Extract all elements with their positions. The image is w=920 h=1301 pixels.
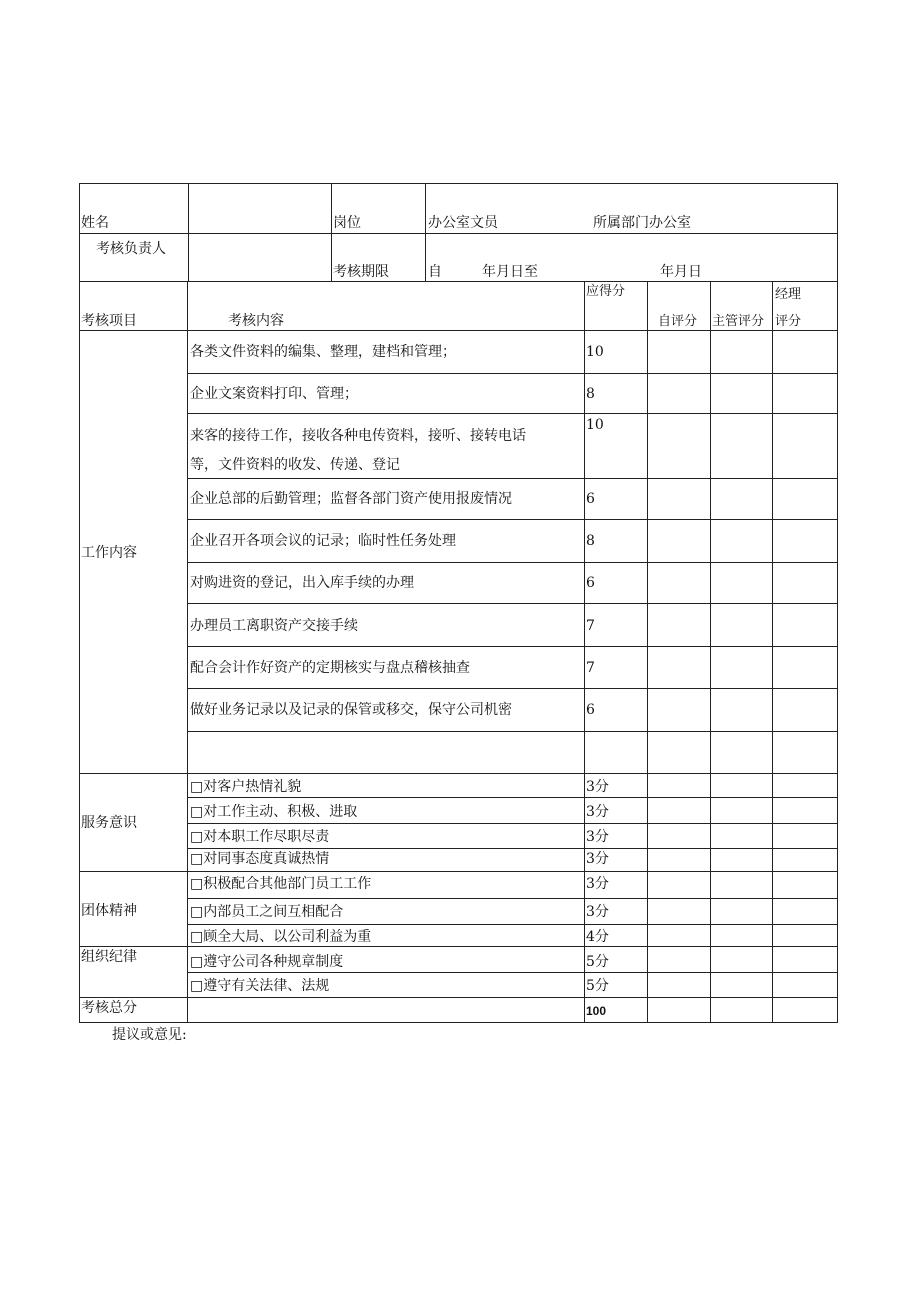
category-discipline: 组织纪律 [81, 949, 137, 965]
col-manager-header-line1: 经理 [775, 287, 802, 302]
work-row-8-score: 7 [586, 660, 595, 676]
work-row-9-score: 6 [586, 702, 595, 718]
col-manager-header-line2: 评分 [775, 314, 802, 329]
service-row-4-score: 3分 [586, 851, 609, 867]
service-row-2-score: 3分 [586, 804, 609, 820]
team-row-1-content: □积极配合其他部门员工工作 [190, 876, 372, 892]
col-score-header: 应得分 [586, 284, 626, 299]
department-text: 所属部门办公室 [593, 215, 691, 231]
team-row-1-score: 3分 [586, 876, 609, 892]
work-row-7-content: 办理员工离职资产交接手续 [190, 618, 358, 634]
total-label: 考核总分 [81, 1000, 137, 1016]
work-row-3-content: 来客的接待工作，接收各种电传资料，接听、接转电话 [190, 428, 526, 444]
service-row-1-content: □对客户热情礼貌 [190, 779, 302, 795]
work-row-1-content: 各类文件资料的编集、整理，建档和管理； [190, 344, 456, 360]
col-self-header: 自评分 [658, 314, 698, 329]
team-row-2-score: 3分 [586, 904, 609, 920]
position-label: 岗位 [333, 215, 361, 231]
team-row-3-score: 4分 [586, 929, 609, 945]
col-content-header: 考核内容 [228, 313, 284, 329]
work-row-2-content: 企业文案资料打印、管理； [190, 386, 358, 402]
work-row-3-content-line2: 等，文件资料的收发、传递、登记 [190, 457, 400, 473]
service-row-4-content: □对同事态度真诚热情 [190, 851, 330, 867]
total-score: 100 [586, 1004, 607, 1018]
work-row-9-content: 做好业务记录以及记录的保管或移交，保守公司机密 [190, 702, 512, 718]
discipline-row-2-score: 5分 [586, 978, 609, 994]
discipline-row-1-content: □遵守公司各种规章制度 [190, 954, 344, 970]
team-row-3-content: □顾全大局、以公司利益为重 [190, 929, 372, 945]
service-row-1-score: 3分 [586, 779, 609, 795]
discipline-row-2-content: □遵守有关法律、法规 [190, 978, 330, 994]
work-row-4-content: 企业总部的后勤管理；监督各部门资产使用报废情况 [190, 491, 512, 507]
position-value: 办公室文员 [428, 215, 498, 231]
team-row-2-content: □内部员工之间互相配合 [190, 904, 344, 920]
col-supervisor-header: 主管评分 [712, 314, 765, 329]
period-mid: 年月日至 [482, 264, 538, 280]
work-row-7-score: 7 [586, 618, 595, 634]
work-row-3-score: 10 [586, 417, 604, 433]
work-row-4-score: 6 [586, 491, 595, 507]
category-service: 服务意识 [81, 815, 137, 831]
service-row-3-content: □对本职工作尽职尽责 [190, 829, 330, 845]
suggestion-label: 提议或意见: [112, 1027, 187, 1043]
work-row-5-content: 企业召开各项会议的记录；临时性任务处理 [190, 533, 456, 549]
work-row-6-score: 6 [586, 575, 595, 591]
category-team: 团体精神 [81, 903, 137, 919]
work-row-8-content: 配合会计作好资产的定期核实与盘点稽核抽查 [190, 660, 470, 676]
service-row-2-content: □对工作主动、积极、进取 [190, 804, 358, 820]
period-label: 考核期限 [333, 264, 389, 280]
work-row-2-score: 8 [586, 386, 595, 402]
discipline-row-1-score: 5分 [586, 954, 609, 970]
name-label: 姓名 [81, 215, 109, 231]
work-row-1-score: 10 [586, 344, 604, 360]
period-from: 自 [428, 264, 442, 280]
work-row-6-content: 对购进资的登记，出入库手续的办理 [190, 575, 414, 591]
category-work: 工作内容 [81, 545, 137, 561]
service-row-3-score: 3分 [586, 829, 609, 845]
period-end: 年月日 [660, 264, 702, 280]
reviewer-label: 考核负责人 [96, 241, 166, 257]
col-item-header: 考核项目 [81, 313, 137, 329]
work-row-5-score: 8 [586, 533, 595, 549]
